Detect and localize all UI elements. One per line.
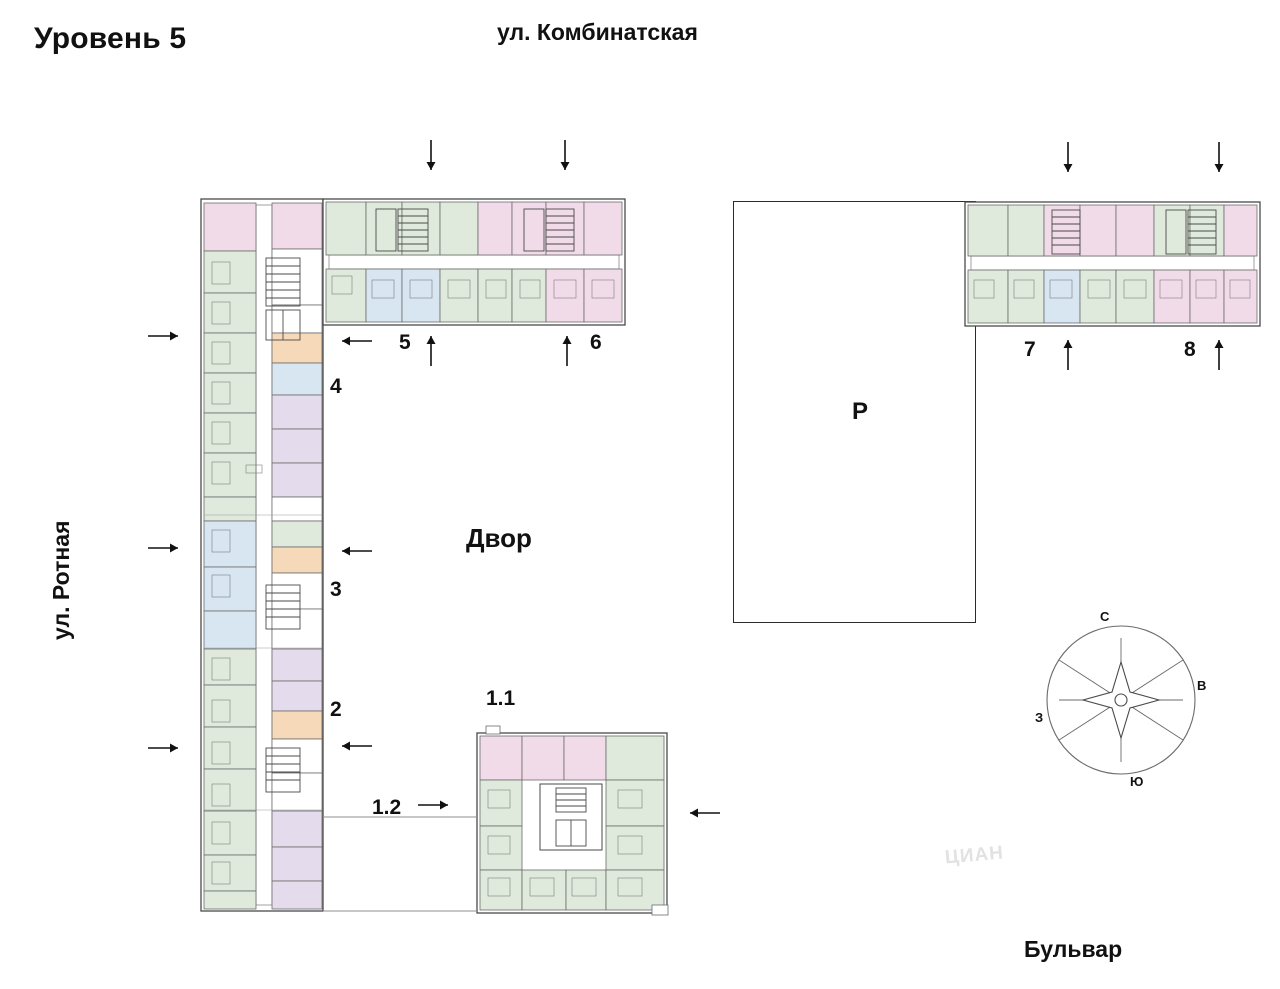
section-label-4: 4	[330, 375, 342, 398]
compass-west-label: З	[1035, 710, 1044, 725]
section-label-2: 2	[330, 698, 342, 721]
compass-rose	[1047, 626, 1195, 774]
section-label-8: 8	[1184, 338, 1196, 361]
building-block-west-wing	[201, 199, 323, 911]
street-label-bottom-right: Бульвар	[1024, 936, 1123, 962]
yard-label: Двор	[466, 523, 532, 553]
section-label-6: 6	[590, 331, 602, 354]
building-block-south	[477, 726, 668, 915]
connector-1-2	[323, 817, 477, 911]
parking-label: P	[852, 398, 869, 425]
building-block-northeast	[965, 202, 1260, 326]
compass-east-label: В	[1197, 678, 1207, 693]
section-label-5: 5	[399, 331, 411, 354]
section-label-1-2: 1.2	[372, 796, 402, 819]
compass-north-label: С	[1100, 609, 1110, 624]
section-label-3: 3	[330, 578, 342, 601]
section-label-7: 7	[1024, 338, 1036, 361]
page-title: Уровень 5	[34, 22, 187, 55]
watermark: ЦИАН	[944, 842, 1005, 869]
section-label-1-1: 1.1	[486, 687, 516, 710]
street-label-left: ул. Ротная	[48, 520, 74, 640]
compass-south-label: Ю	[1130, 774, 1144, 789]
building-block-north-wing	[323, 199, 625, 325]
street-label-top: ул. Комбинатская	[497, 19, 698, 45]
